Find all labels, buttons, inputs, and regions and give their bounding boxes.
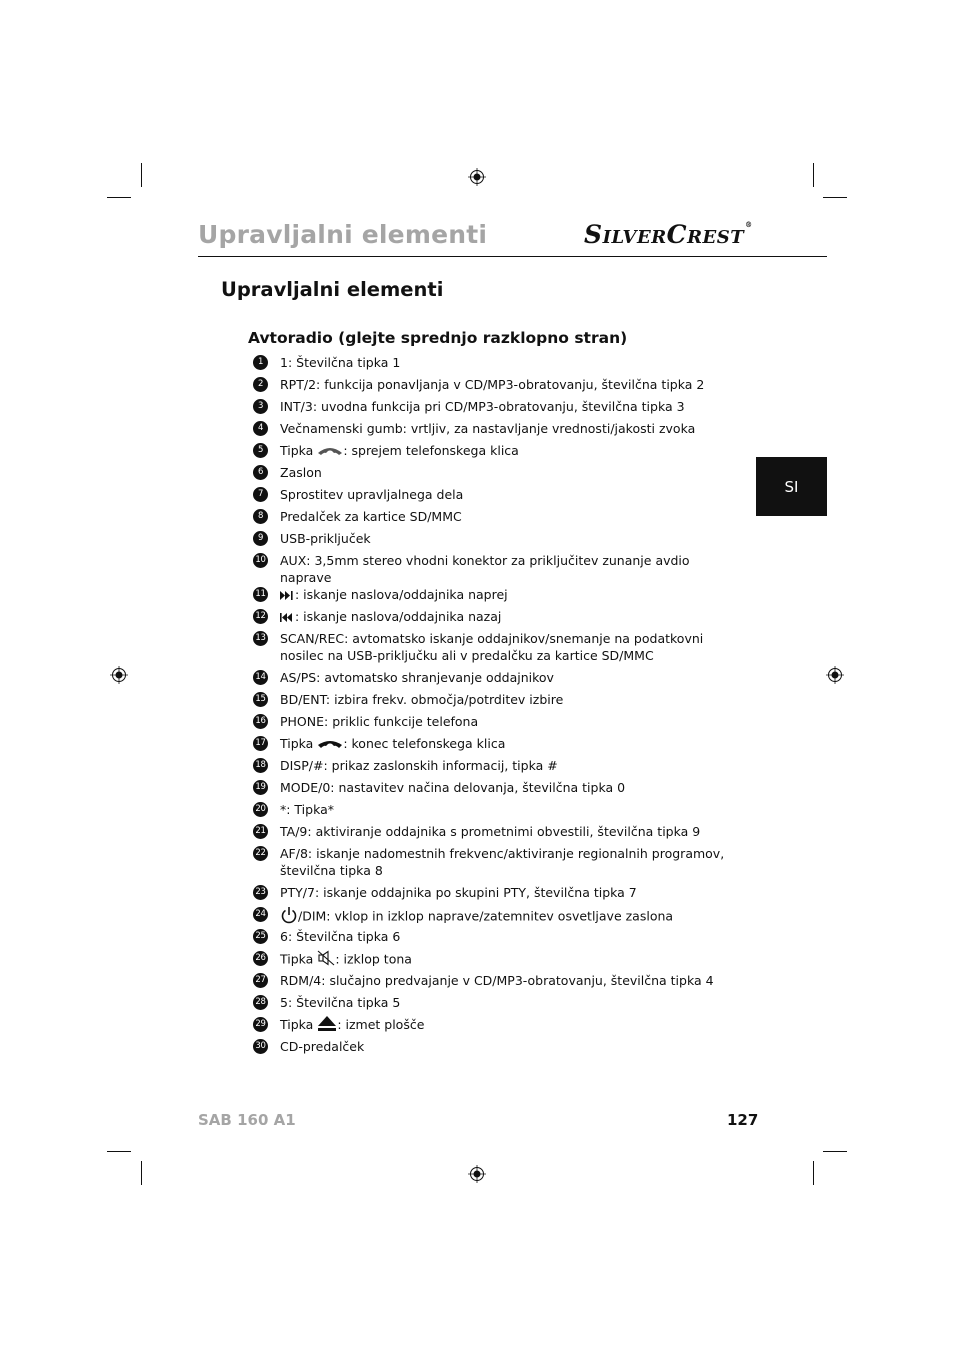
list-item — [253, 669, 733, 691]
list-item — [253, 608, 733, 630]
item-number-badge: 12 — [253, 609, 268, 624]
item-text-suffix: : izklop tona — [335, 951, 412, 967]
crop-mark — [813, 163, 814, 187]
item-text: 1: Številčna tipka 1 — [280, 355, 401, 370]
item-text: AF/8: iskanje nadomestnih frekvenc/aktiviranje regionalnih programov, številčna tipka 8 — [280, 846, 725, 878]
registration-mark-icon — [468, 1165, 486, 1183]
list-item — [253, 354, 733, 376]
brand-text: REST — [687, 227, 745, 248]
list-item — [253, 779, 733, 801]
crop-mark — [823, 1151, 847, 1152]
list-item — [253, 376, 733, 398]
list-item — [253, 398, 733, 420]
list-item — [253, 845, 733, 884]
brand-text: ILVER — [602, 227, 667, 248]
registered-mark: ® — [745, 220, 753, 229]
item-text-prefix: Tipka — [280, 1017, 318, 1032]
section-title: Upravljalni elementi — [221, 278, 444, 301]
item-text: MODE/0: nastavitev načina delovanja, številčna tipka 0 — [280, 780, 626, 795]
list-item — [253, 508, 733, 530]
skip-forward-icon — [280, 587, 295, 604]
phone-answer-icon — [317, 443, 343, 460]
item-number-badge: 28 — [253, 995, 268, 1010]
list-item — [253, 630, 733, 669]
list-item — [253, 928, 733, 950]
item-text: USB-priključek — [280, 531, 371, 546]
item-text: AS/PS: avtomatsko shranjevanje oddajnikov — [280, 670, 554, 685]
list-item — [253, 530, 733, 552]
list-item — [253, 757, 733, 779]
item-number-badge: 20 — [253, 802, 268, 817]
item-number-badge: 26 — [253, 951, 268, 966]
item-text-suffix: /DIM: vklop in izklop naprave/zatemnitev osvetljave zaslona — [298, 908, 674, 924]
item-number-badge: 16 — [253, 714, 268, 729]
item-text: PTY/7: iskanje oddajnika po skupini PTY, številčna tipka 7 — [280, 885, 637, 900]
list-item — [253, 884, 733, 906]
item-number-badge: 2 — [253, 377, 268, 392]
item-number-badge: 27 — [253, 973, 268, 988]
item-text-prefix: Tipka — [280, 443, 318, 458]
eject-icon — [317, 1016, 337, 1035]
crop-mark — [141, 1161, 142, 1185]
list-item — [253, 552, 733, 586]
registration-mark-icon — [826, 666, 844, 684]
controls-list — [253, 354, 733, 1060]
list-item — [253, 906, 733, 928]
item-text: 5: Številčna tipka 5 — [280, 995, 401, 1010]
item-text — [280, 735, 733, 753]
item-number-badge: 23 — [253, 885, 268, 900]
list-item — [253, 994, 733, 1016]
item-text: *: Tipka* — [280, 802, 335, 817]
item-number-badge: 30 — [253, 1039, 268, 1054]
item-number-badge: 15 — [253, 692, 268, 707]
brand-letter: S — [584, 220, 603, 249]
item-number-badge: 5 — [253, 443, 268, 458]
brand-letter: C — [666, 220, 688, 249]
item-number-badge: 29 — [253, 1017, 268, 1032]
list-item — [253, 801, 733, 823]
page-number: 127 — [727, 1111, 759, 1129]
registration-mark-icon — [110, 666, 128, 684]
crop-mark — [813, 1161, 814, 1185]
list-item — [253, 486, 733, 508]
list-item — [253, 420, 733, 442]
item-text: TA/9: aktiviranje oddajnika s prometnimi obvestili, številčna tipka 9 — [280, 824, 701, 839]
item-number-badge: 6 — [253, 465, 268, 480]
list-item — [253, 1016, 733, 1038]
item-number-badge: 17 — [253, 736, 268, 751]
brand-logo — [584, 220, 753, 249]
item-text-suffix: : konec telefonskega klica — [343, 736, 506, 751]
item-text: CD-predalček — [280, 1039, 365, 1054]
item-number-badge: 9 — [253, 531, 268, 546]
item-text: SCAN/REC: avtomatsko iskanje oddajnikov/snemanje na podatkovni nosilec na USB-priključku ali v predalčku za kartice SD/MMC — [280, 631, 704, 663]
item-number-badge: 1 — [253, 355, 268, 370]
item-number-badge: 3 — [253, 399, 268, 414]
item-text-prefix: Tipka — [280, 736, 318, 751]
item-text: Predalček za kartice SD/MMC — [280, 509, 462, 524]
list-item — [253, 464, 733, 486]
item-number-badge: 25 — [253, 929, 268, 944]
item-text: BD/ENT: izbira frekv. območja/potrditev izbire — [280, 692, 564, 707]
item-text-prefix: Tipka — [280, 951, 318, 967]
item-number-badge: 7 — [253, 487, 268, 502]
header-divider — [198, 256, 827, 257]
item-text: 6: Številčna tipka 6 — [280, 929, 401, 944]
item-text — [280, 442, 733, 460]
item-number-badge: 8 — [253, 509, 268, 524]
item-text: Večnamenski gumb: vrtljiv, za nastavljanje vrednosti/jakosti zvoka — [280, 421, 696, 436]
item-number-badge: 11 — [253, 587, 268, 602]
item-text-suffix: : iskanje naslova/oddajnika naprej — [295, 587, 508, 602]
item-text — [280, 950, 733, 970]
item-text: RPT/2: funkcija ponavljanja v CD/MP3-obratovanju, številčna tipka 2 — [280, 377, 705, 392]
item-text — [280, 586, 733, 604]
item-text — [280, 906, 733, 928]
item-text: PHONE: priklic funkcije telefona — [280, 714, 479, 729]
phone-hangup-icon — [317, 736, 343, 753]
item-text: DISP/#: prikaz zaslonskih informacij, tipka # — [280, 758, 558, 773]
item-number-badge: 10 — [253, 553, 268, 568]
language-tab-label: SI — [784, 477, 799, 496]
item-number-badge: 14 — [253, 670, 268, 685]
item-number-badge: 19 — [253, 780, 268, 795]
header-title: Upravljalni elementi — [198, 220, 488, 249]
item-text: Zaslon — [280, 465, 322, 480]
list-item — [253, 442, 733, 464]
footer-model: SAB 160 A1 — [198, 1111, 296, 1129]
list-item — [253, 691, 733, 713]
crop-mark — [141, 163, 142, 187]
crop-mark — [107, 197, 131, 198]
skip-back-icon — [280, 609, 295, 626]
item-number-badge: 4 — [253, 421, 268, 436]
list-item — [253, 823, 733, 845]
item-text — [280, 1016, 733, 1035]
item-text-suffix: : izmet plošče — [337, 1017, 425, 1032]
item-text — [280, 608, 733, 626]
list-item — [253, 713, 733, 735]
list-item — [253, 950, 733, 972]
list-item — [253, 586, 733, 608]
registration-mark-icon — [468, 168, 486, 186]
list-item — [253, 972, 733, 994]
item-number-badge: 18 — [253, 758, 268, 773]
item-text: INT/3: uvodna funkcija pri CD/MP3-obratovanju, številčna tipka 3 — [280, 399, 685, 414]
language-tab — [756, 457, 827, 516]
item-number-badge: 24 — [253, 907, 268, 922]
power-icon — [280, 906, 298, 928]
mute-icon — [317, 950, 335, 970]
item-number-badge: 22 — [253, 846, 268, 861]
list-item — [253, 1038, 733, 1060]
item-text-suffix: : sprejem telefonskega klica — [343, 443, 519, 458]
item-number-badge: 21 — [253, 824, 268, 839]
list-item — [253, 735, 733, 757]
crop-mark — [823, 197, 847, 198]
item-number-badge: 13 — [253, 631, 268, 646]
crop-mark — [107, 1151, 131, 1152]
item-text: AUX: 3,5mm stereo vhodni konektor za priključitev zunanje avdio naprave — [280, 553, 690, 585]
section-subtitle: Avtoradio (glejte sprednjo razklopno stran) — [248, 329, 628, 347]
item-text: Sprostitev upravljalnega dela — [280, 487, 464, 502]
item-text: RDM/4: slučajno predvajanje v CD/MP3-obratovanju, številčna tipka 4 — [280, 973, 714, 988]
item-text-suffix: : iskanje naslova/oddajnika nazaj — [295, 609, 502, 624]
